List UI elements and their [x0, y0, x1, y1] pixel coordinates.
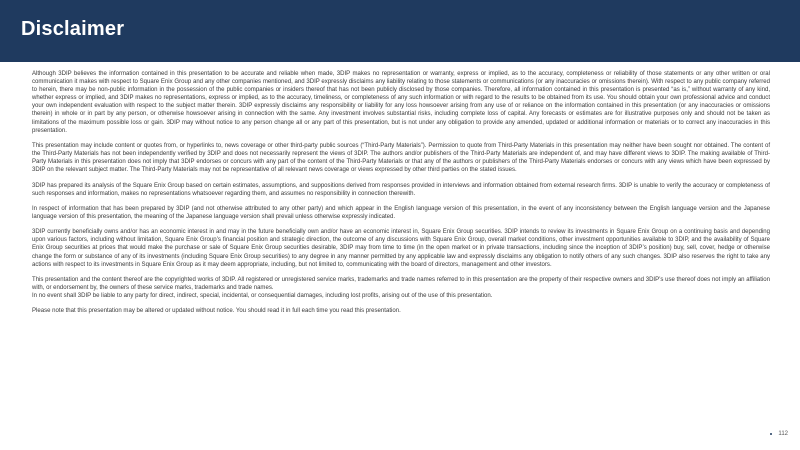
- title-bar: [0, 0, 800, 62]
- bullet-dot-icon: [770, 433, 773, 436]
- page-title: Disclaimer: [21, 18, 125, 40]
- page-footer: [770, 431, 788, 437]
- disclaimer-body: [32, 70, 770, 323]
- disclaimer-paragraph-1: Although 3DIP believes the information contained in this presentation to be accurate and reliable when made, 3DIP makes no representation or warranty, express or implied, as to the accuracy, completeness or reliability of those statements or any other written or oral communication it makes with respect to Square Enix Group and any other companies mentioned, and 3DIP expressly disclaims any liability relating to those statements or communications (or any inaccuracies or omissions therein). With respect to any public company referred to herein, there may be non-public information in the possession of the public companies or insiders thereof that has not been publicly disclosed by those companies. Therefore, all information contained in this presentation is presented “as is,” without warranty of any kind, whether express or implied, and 3DIP makes no representations, express or implied, as to the accuracy, timeliness, or completeness of any such information or with regard to the results to be obtained from its use. You should obtain your own professional advice and conduct your own independent evaluation with respect to the subject matter therein. 3DIP expressly disclaims any responsibility or liability for any loss howsoever arising from any use of or reliance on the information contained in this presentation (or any inaccuracies or omissions therein) in whole or in part by any person, or otherwise howsoever arising in connection with the same. Any investment involves substantial risks, including complete loss of capital. Any forecasts or estimates are for illustrative purposes only and should not be taken as limitations of the maximum possible loss or gain. 3DIP may without notice to any person change all or any part of this presentation, but is not under any obligation to provide any amended, updated or additional information or materials or to correct any inaccuracies in this presentation.: [32, 71, 770, 134]
- disclaimer-paragraph-4: In respect of information that has been prepared by 3DIP (and not otherwise attributed to any other party) and which appear in the English language version of this presentation, in the event of any inconsistency between the English language version and the Japanese language version of this presentation, the meaning of the Japanese language version shall prevail unless otherwise expressly indicated.: [32, 205, 770, 220]
- disclaimer-paragraph-2: This presentation may include content or quotes from, or hyperlinks to, news coverage or other third-party public sources (“Third-Party Materials”). Permission to quote from Third-Party Materials in this presentation may neither have been sought nor obtained. The content of the Third-Party Materials has not been independently verified by 3DIP and does not necessarily represent the views of 3DIP. The authors and/or publishers of the Third-Party Materials are independent of, and may have different views to 3DIP. The making available of Third-Party Materials in this presentation does not imply that 3DIP endorses or concurs with any part of the content of the Third-Party Materials or that any of the authors or publishers of the Third-Party Materials endorses or concurs with any views which have been expressed by 3DIP on the relevant subject matter. The Third-Party Materials may not be representative of all relevant news coverage or views expressed by other third parties on the stated issues.: [32, 142, 770, 174]
- disclaimer-paragraph-3: 3DIP has prepared its analysis of the Square Enix Group based on certain estimates, assumptions, and suppositions derived from responses provided in interviews and information obtained from external research firms. 3DIP is unable to verify the accuracy or completeness of such responses and information, makes no representations whatsoever regarding them, and assumes no responsibility in connection therewith.: [32, 182, 770, 197]
- disclaimer-paragraph-8: Please note that this presentation may be altered or updated without notice. You should read it in full each time you read this presentation.: [32, 308, 401, 315]
- page-number: 112: [778, 431, 788, 437]
- disclaimer-paragraph-5: 3DIP currently beneficially owns and/or has an economic interest in and may in the future beneficially own and/or have an economic interest in, Square Enix Group securities. 3DIP intends to review its investments in Square Enix Group on a continuing basis and depending upon various factors, including without limitation, Square Enix Group’s financial position and strategic direction, the outcome of any discussions with Square Enix Group, overall market conditions, other investment opportunities available to 3DIP, and the availability of Square Enix Group securities at prices that would make the purchase or sale of Square Enix Group securities desirable, 3DIP may from time to time (in the open market or in private transactions, including since the inception of 3DIP’s position) buy, sell, cover, hedge or otherwise change the form or substance of any of its investments (including Square Enix Group securities) to any degree in any manner permitted by any applicable law and expressly disclaims any obligation to notify others of any such changes. 3DIP also reserves the right to take any actions with respect to its investments in Square Enix Group as it may deem appropriate, including, but not limited to, communicating with the board of directors, management and other investors.: [32, 229, 770, 268]
- disclaimer-paragraph-7: In no event shall 3DIP be liable to any party for direct, indirect, special, incidental, or consequential damages, including lost profits, arising out of the use of this presentation.: [32, 293, 493, 300]
- disclaimer-paragraph-6: This presentation and the content thereof are the copyrighted works of 3DIP. All registered or unregistered service marks, trademarks and trade names referred to in this presentation are the property of their respective owners and 3DIP’s use thereof does not imply an affiliation with, or endorsement by, the owners of these service marks, trademarks and trade names.: [32, 276, 770, 291]
